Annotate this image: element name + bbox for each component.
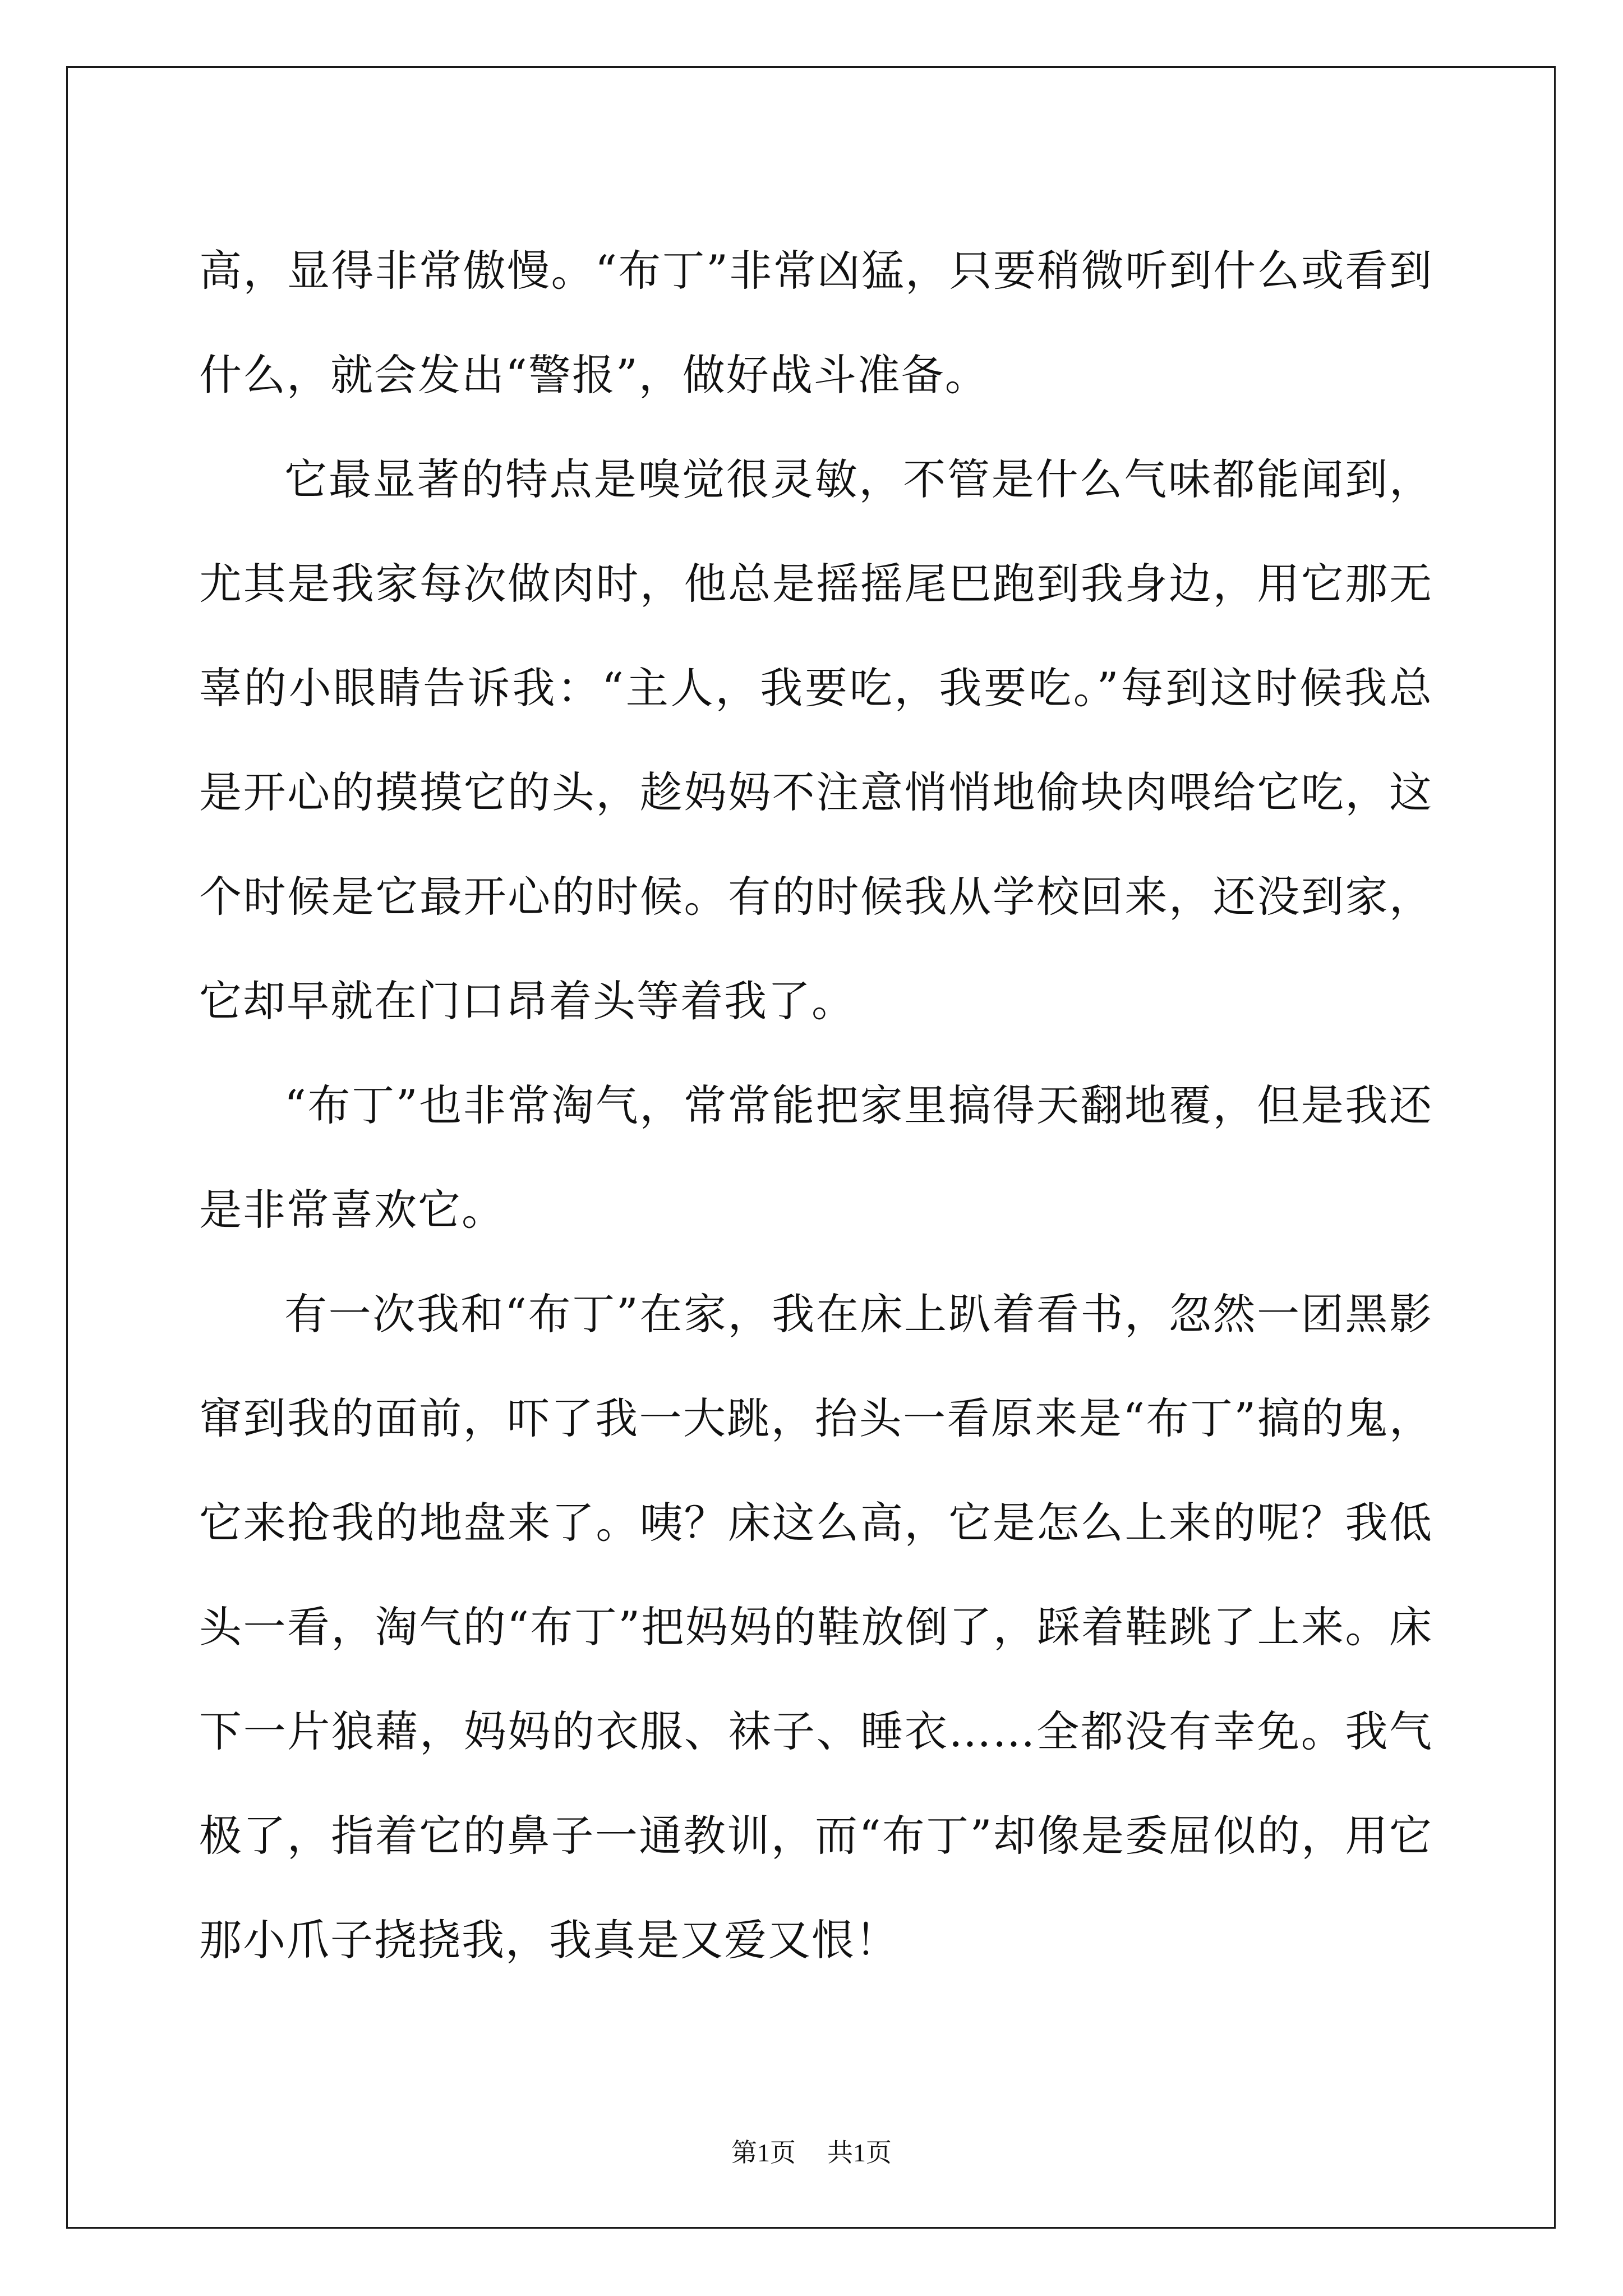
paragraph-4: 有一次我和“布丁”在家，我在床上趴着看书，忽然一团黑影窜到我的面前，吓了我一大跳，抬头一看原来是“布丁”搞的鬼，它来抢我的地盘来了。咦？床这么高，它是怎么上来的呢？我低头一看，淘气的“布丁”把妈妈的鞋放倒了，踩着鞋跳了上来。床下一片狼藉，妈妈的衣服、袜子、睡衣……全都没有幸免。我气极了，指着它的鼻子一通教训，而“布丁”却像是委屈似的，用它那小爪子挠挠我，我真是又爱又恨！ [199,1289,1433,1965]
document-body [199,219,1433,1993]
page-footer [0,2136,1623,2170]
page-total-label: 共1页 [827,2138,892,2167]
paragraph-1: 高，显得非常傲慢。“布丁”非常凶猛，只要稍微听到什么或看到什么，就会发出“警报”，做好战斗准备。 [199,246,1433,400]
page-number-label: 第1页 [731,2138,796,2167]
paragraph-3: “布丁”也非常淘气，常常能把家里搞得天翻地覆，但是我还是非常喜欢它。 [199,1080,1433,1235]
paragraph-2: 它最显著的特点是嗅觉很灵敏，不管是什么气味都能闻到，尤其是我家每次做肉时，他总是摇摇尾巴跑到我身边，用它那无辜的小眼睛告诉我：“主人，我要吃，我要吃。”每到这时候我总是开心的摸摸它的头，趁妈妈不注意悄悄地偷块肉喂给它吃，这个时候是它最开心的时候。有的时候我从学校回来，还没到家，它却早就在门口昂着头等着我了。 [199,454,1433,1026]
